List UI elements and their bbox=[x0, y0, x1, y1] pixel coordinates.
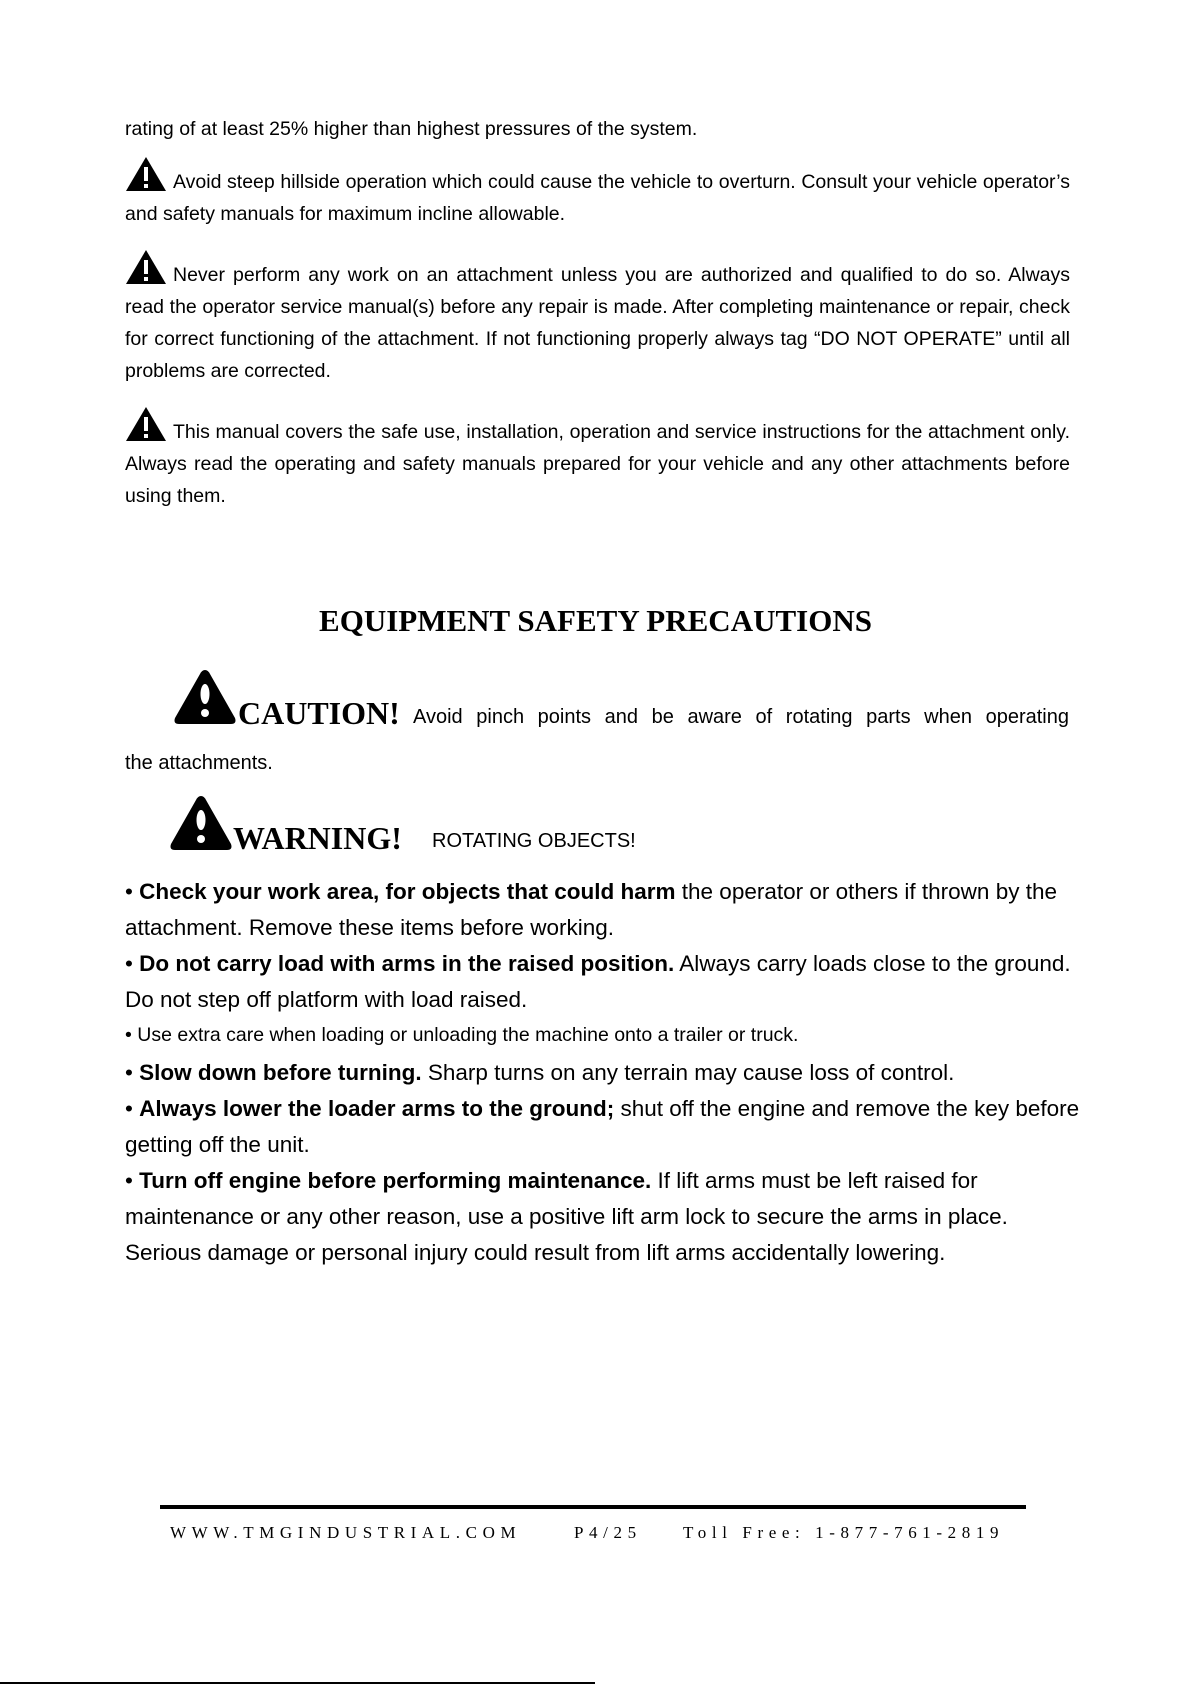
caution-text: Avoid pinch points and be aware of rotating parts when operating bbox=[413, 706, 1069, 728]
bullet-text: If lift arms must be left raised for maintenance or any other reason, use a positive lift arm lock to secure the arms in place. Serious damage or personal injury could result from lift arms accidentally lowering. bbox=[125, 1168, 1008, 1265]
section-title: EQUIPMENT SAFETY PRECAUTIONS bbox=[319, 603, 872, 638]
warning-label: WARNING! bbox=[233, 820, 402, 856]
bullet-bold: Do not carry load with arms in the raised position. bbox=[139, 951, 675, 976]
paragraph-text: rating of at least 25% higher than highest pressures of the system. bbox=[125, 118, 698, 140]
paragraph-text: Never perform any work on an attachment unless you are authorized and qualified to do so. Always read the operator service manual(s) before any repair is made. After completing maintenance or repair, check for correct functioning of the attachment. If not functioning properly always tag “DO NOT OPERATE” until all problems are corrected. bbox=[125, 264, 1070, 382]
caution-text-continued: the attachments. bbox=[125, 752, 273, 774]
bullet-slow-down: • Slow down before turning. Sharp turns on any terrain may cause loss of control. bbox=[125, 1060, 955, 1085]
paragraph-hillside bbox=[125, 156, 1070, 230]
bullet-loading: • Use extra care when loading or unloading the machine onto a trailer or truck. bbox=[125, 1024, 799, 1046]
bullet-maintenance: • Turn off engine before performing maintenance. If lift arms must be left raised for maintenance or any other reason, use a positive lift arm lock to secure the arms in place. Serious damage or personal injury could result from lift arms accidentally lowering. bbox=[125, 1168, 1008, 1265]
bullet-bold: Turn off engine before performing maintenance. bbox=[139, 1168, 652, 1193]
warning-triangle-icon bbox=[125, 156, 167, 192]
footer-phone: Toll Free: 1-877-761-2819 bbox=[683, 1523, 1005, 1542]
page-edge-line bbox=[0, 1682, 595, 1684]
bullet-text: Use extra care when loading or unloading the machine onto a trailer or truck. bbox=[137, 1024, 799, 1046]
paragraph-authorized-work bbox=[125, 249, 1070, 387]
bullet-text: shut off the engine and remove the key before getting off the unit. bbox=[125, 1096, 1080, 1157]
footer-divider bbox=[160, 1505, 1026, 1509]
bullet-text: Always carry loads close to the ground. Do not step off platform with load raised. bbox=[125, 951, 1071, 1012]
bullet-raised-arms: • Do not carry load with arms in the raised position. Always carry loads close to the ground. Do not step off platform with load raised. bbox=[125, 951, 1071, 1012]
bullet-check-work-area: • Check your work area, for objects that could harm the operator or others if thrown by the attachment. Remove these items before working. bbox=[125, 879, 1057, 940]
bullet-text: the operator or others if thrown by the attachment. Remove these items before working. bbox=[125, 879, 1057, 940]
bullet-text: Sharp turns on any terrain may cause loss of control. bbox=[421, 1060, 955, 1085]
footer-page-number: P4/25 bbox=[574, 1523, 642, 1542]
warning-label-triangle-icon bbox=[168, 794, 234, 852]
footer-website: WWW.TMGINDUSTRIAL.COM bbox=[170, 1523, 522, 1542]
bullet-bold: Always lower the loader arms to the ground; bbox=[139, 1096, 615, 1121]
warning-triangle-icon bbox=[125, 249, 167, 285]
paragraph-manual-scope bbox=[125, 406, 1070, 512]
bullet-bold: Slow down before turning. bbox=[139, 1060, 422, 1085]
caution-triangle-icon bbox=[172, 668, 238, 726]
paragraph-pressure-rating bbox=[125, 113, 1070, 145]
caution-label: CAUTION! bbox=[238, 695, 400, 731]
warning-triangle-icon bbox=[125, 406, 167, 442]
bullet-bold: Check your work area, for objects that could harm bbox=[139, 879, 676, 904]
paragraph-text: This manual covers the safe use, installation, operation and service instructions for the attachment only. Always read the operating and safety manuals prepared for your vehicle and any other attachments before using them. bbox=[125, 421, 1070, 507]
warning-text: ROTATING OBJECTS! bbox=[432, 830, 636, 852]
paragraph-text: Avoid steep hillside operation which could cause the vehicle to overturn. Consult your vehicle operator’s and safety manuals for maximum incline allowable. bbox=[125, 171, 1070, 225]
bullet-lower-arms: • Always lower the loader arms to the ground; shut off the engine and remove the key before getting off the unit. bbox=[125, 1096, 1080, 1157]
